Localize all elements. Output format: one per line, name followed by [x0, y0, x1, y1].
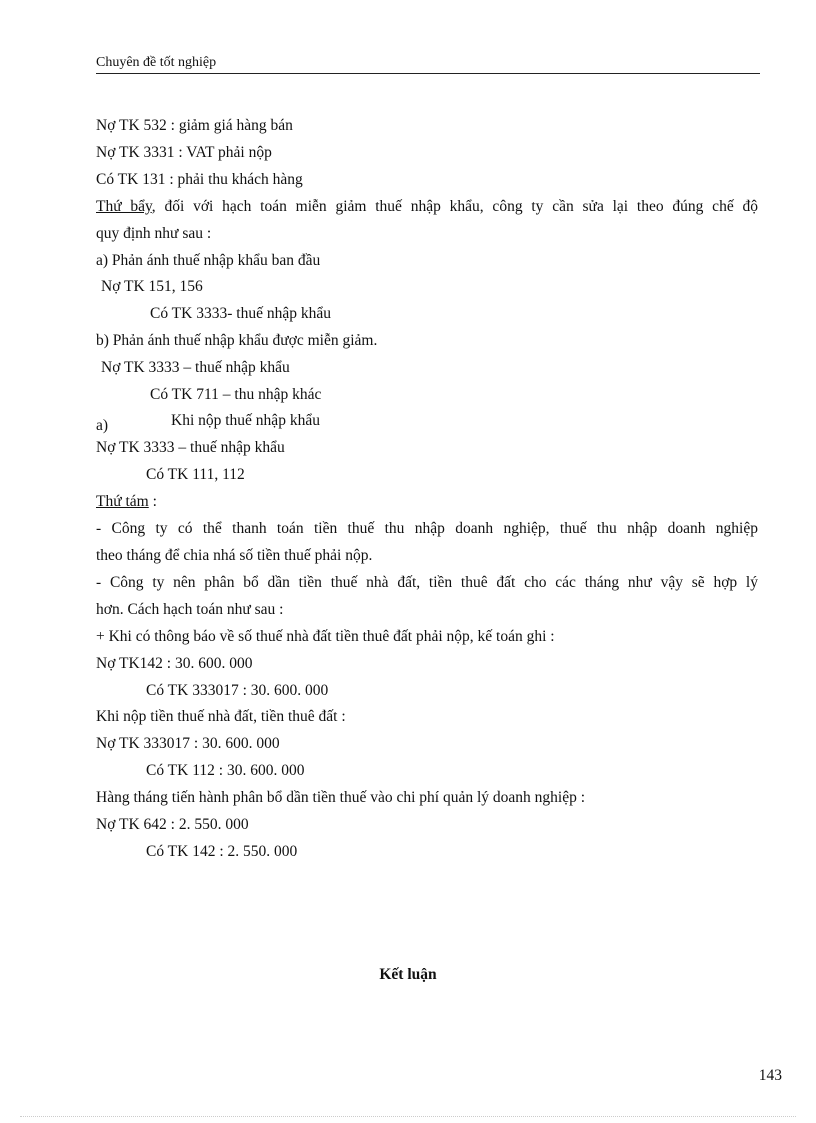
- heading-colon: :: [148, 493, 157, 510]
- heading-seventh: Thứ bẩy: [96, 198, 152, 215]
- paragraph-line: a) Phản ánh thuế nhập khẩu ban đầu: [96, 252, 321, 269]
- entry-line: Có TK 3333- thuế nhập khẩu: [150, 305, 331, 322]
- page-number: 143: [758, 1067, 782, 1084]
- list-marker: a): [96, 417, 109, 434]
- paragraph-line: theo tháng để chia nhá số tiền thuế phải nộp.: [96, 547, 373, 564]
- running-header: [96, 55, 760, 74]
- paragraph-text: , đối với hạch toán miễn giảm thuế nhập khẩu, công ty cần sửa lại theo đúng chế độ: [151, 198, 758, 215]
- heading-eighth: Thứ tám: [96, 493, 149, 510]
- entry-line: Nợ TK142 : 30. 600. 000: [96, 655, 253, 672]
- paragraph-line: quy định như sau :: [96, 225, 212, 242]
- entry-line: Có TK 711 – thu nhập khác: [150, 386, 322, 403]
- entry-line: Nợ TK 642 : 2. 550. 000: [96, 816, 249, 833]
- entry-line: Nợ TK 333017 : 30. 600. 000: [96, 735, 280, 752]
- header-title: Chuyên đề tốt nghiệp: [96, 55, 217, 70]
- paragraph-line: Khi nộp tiền thuế nhà đất, tiền thuê đất :: [96, 708, 346, 725]
- entry-line: Nợ TK 532 : giảm giá hàng bán: [96, 117, 293, 134]
- entry-line: Nợ TK 3333 – thuế nhập khẩu: [96, 439, 285, 456]
- entry-line: Nợ TK 3333 – thuế nhập khẩu: [101, 359, 290, 376]
- page-bottom-divider: [20, 1116, 796, 1117]
- entry-line: Có TK 131 : phải thu khách hàng: [96, 171, 303, 188]
- paragraph-line: + Khi có thông báo về số thuế nhà đất tiền thuê đất phải nộp, kế toán ghi :: [96, 628, 555, 645]
- paragraph-line: Hàng tháng tiến hành phân bổ dần tiền thuế vào chi phí quản lý doanh nghiệp :: [96, 789, 585, 806]
- entry-line: Có TK 111, 112: [146, 466, 245, 483]
- paragraph-line: [96, 197, 758, 217]
- section-title: Kết luận: [379, 966, 437, 983]
- paragraph-line: hơn. Cách hạch toán như sau :: [96, 601, 284, 618]
- paragraph-line: Khi nộp thuế nhập khẩu: [171, 412, 320, 429]
- entry-line: Nợ TK 3331 : VAT phải nộp: [96, 144, 272, 161]
- entry-line: Có TK 333017 : 30. 600. 000: [146, 682, 329, 699]
- paragraph-line: b) Phản ánh thuế nhập khẩu được miễn giảm.: [96, 332, 378, 349]
- paragraph-line: - Công ty nên phân bổ dần tiền thuế nhà đất, tiền thuê đất cho các tháng như vậy sẽ hợp lý: [96, 574, 758, 591]
- entry-line: Có TK 142 : 2. 550. 000: [146, 843, 298, 860]
- paragraph-line: [96, 492, 157, 512]
- entry-line: Có TK 112 : 30. 600. 000: [146, 762, 305, 779]
- paragraph-line: - Công ty có thể thanh toán tiền thuế thu nhập doanh nghiệp, thuế thu nhập doanh nghiệp: [96, 520, 758, 537]
- entry-line: Nợ TK 151, 156: [101, 278, 203, 295]
